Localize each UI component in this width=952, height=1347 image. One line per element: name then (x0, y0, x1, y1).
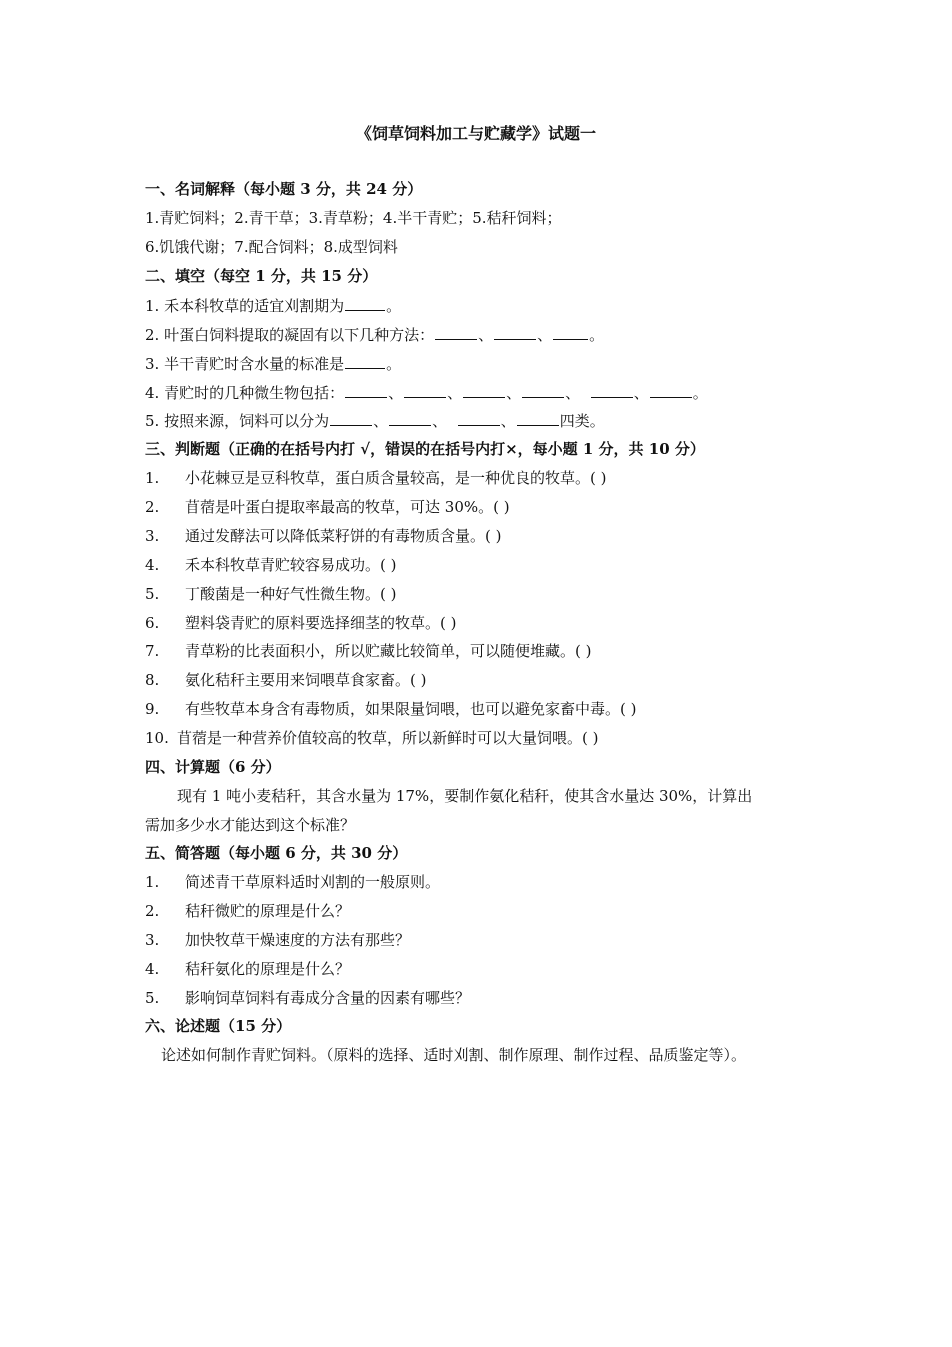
punct: 。 (692, 384, 708, 402)
punct: 、 (373, 412, 389, 430)
fill-question-5-text: 5. 按照来源，饲料可以分为 (145, 412, 330, 430)
punct: 。 (386, 297, 402, 315)
answer-blank[interactable] (435, 324, 477, 340)
short-answer-item (145, 959, 350, 979)
answer-blank[interactable] (591, 382, 633, 398)
punct: 、 (447, 384, 463, 402)
item-number: 1. (145, 469, 160, 487)
item-text: 塑料袋青贮的原料要选择细茎的牧草。( ) (185, 614, 457, 632)
item-text: 苜蓿是叶蛋白提取率最高的牧草，可达 30%。( ) (185, 498, 510, 516)
section-1-heading: 一、名词解释（每小题 3 分，共 24 分） (145, 180, 423, 198)
item-text: 禾本科牧草青贮较容易成功。( ) (185, 556, 397, 574)
item-number: 1. (145, 873, 160, 891)
short-answer-item (145, 901, 350, 921)
fill-question-4-text: 4. 青贮时的几种微生物包括： (145, 384, 345, 402)
item-number: 2. (145, 498, 160, 516)
section-6-heading: 六、论述题（15 分） (145, 1017, 292, 1035)
section-2-heading: 二、填空（每空 1 分，共 15 分） (145, 267, 378, 285)
item-number: 9. (145, 700, 160, 718)
answer-blank[interactable] (650, 382, 692, 398)
section-5-heading: 五、简答题（每小题 6 分，共 30 分） (145, 844, 408, 862)
section-1-line-2: 6.饥饿代谢；7.配合饲料；8.成型饲料 (145, 238, 398, 256)
punct: 、 (565, 384, 581, 402)
item-text: 简述青干草原料适时刈割的一般原则。 (185, 873, 441, 891)
item-number: 2. (145, 902, 160, 920)
item-text: 小花棘豆是豆科牧草，蛋白质含量较高，是一种优良的牧草。( ) (185, 469, 607, 487)
punct: 、 (633, 384, 649, 402)
fill-question-4 (145, 382, 708, 403)
fill-question-5 (145, 410, 605, 431)
judge-item (145, 584, 396, 604)
item-number: 6. (145, 614, 160, 632)
item-number: 3. (145, 931, 160, 949)
answer-blank[interactable] (330, 410, 372, 426)
item-text: 苜蓿是一种营养价值较高的牧草，所以新鲜时可以大量饲喂。( ) (177, 729, 599, 747)
judge-item (145, 468, 606, 488)
item-number: 4. (145, 960, 160, 978)
item-text: 加快牧草干燥速度的方法有那些？ (185, 931, 411, 949)
answer-blank[interactable] (345, 295, 385, 311)
fill-question-3 (145, 353, 401, 374)
item-number: 3. (145, 527, 160, 545)
short-answer-item (145, 988, 470, 1008)
short-answer-item (145, 930, 410, 950)
punct: 、 (506, 384, 522, 402)
fill-question-2-text: 2. 叶蛋白饲料提取的凝固有以下几种方法： (145, 326, 435, 344)
punct: 、 (500, 412, 516, 430)
item-number: 5. (145, 989, 160, 1007)
section-1-line-1: 1.青贮饲料；2.青干草；3.青草粉；4.半干青贮；5.秸秆饲料； (145, 209, 562, 227)
fill-question-2 (145, 324, 604, 345)
exam-title: 《饲草饲料加工与贮藏学》试题一 (355, 124, 596, 143)
judge-item (145, 526, 501, 546)
section-4-heading: 四、计算题（6 分） (145, 758, 281, 776)
fill-question-5-end: 四类。 (559, 412, 605, 430)
answer-blank[interactable] (458, 410, 500, 426)
fill-question-1-text: 1. 禾本科牧草的适宜刈割期为 (145, 297, 345, 315)
item-number: 8. (145, 671, 160, 689)
judge-item (145, 699, 636, 719)
judge-item (145, 555, 396, 575)
essay-question: 论述如何制作青贮饲料。（原料的选择、适时刈割、制作原理、制作过程、品质鉴定等）。 (161, 1046, 747, 1064)
punct: 、 (478, 326, 494, 344)
item-text: 青草粉的比表面积小，所以贮藏比较简单，可以随便堆藏。( ) (185, 642, 592, 660)
judge-item (145, 497, 510, 517)
item-number: 10. (145, 729, 169, 747)
item-text: 氨化秸秆主要用来饲喂草食家畜。( ) (185, 671, 427, 689)
punct: 、 (432, 412, 448, 430)
fill-question-3-text: 3. 半干青贮时含水量的标准是 (145, 355, 345, 373)
item-text: 影响饲草饲料有毒成分含量的因素有哪些？ (185, 989, 471, 1007)
judge-item (145, 728, 598, 748)
judge-item (145, 613, 456, 633)
punct: 。 (386, 355, 402, 373)
section-3-heading: 三、判断题（正确的在括号内打 √，错误的在括号内打×，每小题 1 分，共 10 分） (145, 440, 705, 458)
answer-blank[interactable] (404, 382, 446, 398)
answer-blank[interactable] (345, 353, 385, 369)
item-text: 通过发酵法可以降低菜籽饼的有毒物质含量。( ) (185, 527, 502, 545)
short-answer-item (145, 872, 440, 892)
item-number: 7. (145, 642, 160, 660)
answer-blank[interactable] (463, 382, 505, 398)
judge-item (145, 670, 426, 690)
item-text: 有些牧草本身含有毒物质，如果限量饲喂，也可以避免家畜中毒。( ) (185, 700, 637, 718)
item-text: 秸秆氨化的原理是什么？ (185, 960, 351, 978)
punct: 、 (388, 384, 404, 402)
answer-blank[interactable] (553, 324, 588, 340)
answer-blank[interactable] (389, 410, 431, 426)
item-number: 4. (145, 556, 160, 574)
item-text: 秸秆微贮的原理是什么？ (185, 902, 351, 920)
punct: 、 (537, 326, 553, 344)
answer-blank[interactable] (345, 382, 387, 398)
punct: 。 (589, 326, 605, 344)
item-number: 5. (145, 585, 160, 603)
answer-blank[interactable] (494, 324, 536, 340)
judge-item (145, 641, 591, 661)
answer-blank[interactable] (522, 382, 564, 398)
calc-question-line-2: 需加多少水才能达到这个标准？ (145, 816, 356, 834)
calc-question-line-1: 现有 1 吨小麦秸秆，其含水量为 17%，要制作氨化秸秆，使其含水量达 30%，计算出 (177, 787, 753, 805)
item-text: 丁酸菌是一种好气性微生物。( ) (185, 585, 397, 603)
fill-question-1 (145, 295, 401, 316)
answer-blank[interactable] (517, 410, 559, 426)
